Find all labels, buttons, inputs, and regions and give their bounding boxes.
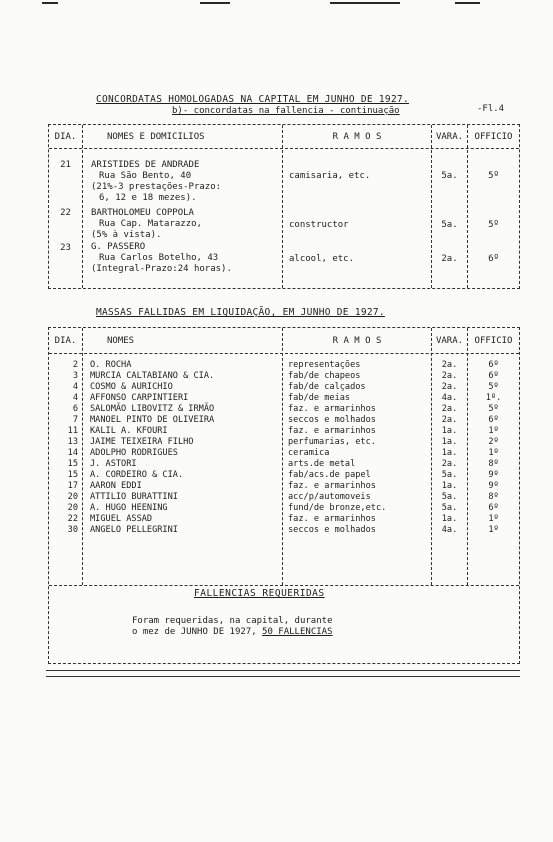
section3-title: FALLENCIAS REQUERIDAS (194, 588, 325, 599)
section2-title: MASSAS FALLIDAS EM LIQUIDAÇÃO, EM JUNHO DE 1927. (96, 307, 385, 318)
table-row: 13 JAIME TEIXEIRA FILHO perfumarias, etc. 1a. 2º (67, 437, 499, 447)
table-row: 20 A. HUGO HEENING fund/de bronze,etc. 5a. 6º (67, 503, 499, 513)
row-dia: 22 (60, 208, 71, 218)
table-row: 15 J. ASTORI arts.de metal 2a. 8º (67, 459, 499, 469)
row-nome: ARISTIDES DE ANDRADE (91, 160, 200, 170)
row-address: Rua Cap. Matarazzo, (99, 219, 202, 229)
row-dia: 21 (60, 160, 71, 170)
bottom-rule (46, 676, 520, 677)
section1-subtitle: b)- concordatas na fallencia - continuação (172, 106, 400, 116)
table-row: 6 SALOMÃO LIBOVITZ & IRMÃO faz. e armarinhos 2a. 5º (72, 404, 499, 414)
table-row: 4 COSMO & AURICHIO fab/de calçados 2a. 5º (72, 382, 499, 392)
scan-mark (200, 2, 230, 4)
table-row: 2 O. ROCHA representações 2a. 6º (72, 360, 499, 370)
row-ramo: alcool, etc. (289, 254, 355, 264)
column-divider (282, 125, 283, 288)
row-terms: (Integral-Prazo:24 horas). (91, 264, 232, 274)
table-row: 20 ATTILIO BURATTINI acc/p/automoveis 5a. 8º (67, 492, 499, 502)
row-dia: 23 (60, 243, 71, 253)
header-dia: DIA. (54, 336, 77, 346)
row-nome: G. PASSERO (91, 242, 146, 252)
row-terms: 6, 12 e 18 mezes). (99, 193, 197, 203)
massas-fallidas-table (48, 327, 520, 664)
row-address: Rua Carlos Botelho, 43 (99, 253, 219, 263)
table-row: 11 KALIL A. KFOURI faz. e armarinhos 1a. 1º (67, 426, 499, 436)
table-row: 14 ADOLPHO RODRIGUES ceramica 1a. 1º (67, 448, 499, 458)
header-nomes: NOMES (107, 336, 135, 346)
row-officio: 5º (488, 171, 499, 181)
section3-line1: Foram requeridas, na capital, durante (132, 616, 333, 626)
header-vara: VARA. (435, 336, 464, 346)
scan-mark (455, 2, 480, 4)
row-vara: 2a. (441, 254, 458, 264)
header-vara: VARA. (435, 132, 464, 142)
header-dia: DIA. (54, 132, 77, 142)
table-row: 17 AARON EDDI faz. e armarinhos 1a. 9º (67, 481, 499, 491)
section1-title: CONCORDATAS HOMOLOGADAS NA CAPITAL EM JUNHO DE 1927. (96, 94, 410, 105)
row-terms: (5% à vista). (91, 230, 162, 240)
table-row: 4 AFFONSO CARPINTIERI fab/de meias 4a. 1º. (72, 393, 502, 403)
row-vara: 5a. (441, 220, 458, 230)
table-row: 7 MANOEL PINTO DE OLIVEIRA seccos e molhados 2a. 6º (72, 415, 499, 425)
bottom-rule (46, 670, 520, 671)
header-nomes: NOMES E DOMICILIOS (107, 132, 205, 142)
header-officio: OFFICIO (474, 132, 513, 142)
row-vara: 5a. (441, 171, 458, 181)
row-officio: 6º (488, 254, 499, 264)
column-divider (82, 125, 83, 288)
header-divider (49, 353, 519, 354)
section-divider (49, 585, 519, 586)
section3-line2-prefix: o mez de JUNHO DE 1927, (132, 627, 257, 637)
row-ramo: camisaria, etc. (289, 171, 371, 181)
row-terms: (21%-3 prestações-Prazo: (91, 182, 222, 192)
header-officio: OFFICIO (474, 336, 513, 346)
row-nome: BARTHOLOMEU COPPOLA (91, 208, 194, 218)
scan-mark (330, 2, 400, 4)
rows-container (49, 360, 519, 584)
table-row: 22 MIGUEL ASSAD faz. e armarinhos 1a. 1º (67, 514, 499, 524)
row-ramo: constructor (289, 220, 349, 230)
row-officio: 5º (488, 220, 499, 230)
header-ramos: R A M O S (332, 336, 382, 346)
table-row: 15 A. CORDEIRO & CIA. fab/acs.de papel 5a. 9º (67, 470, 499, 480)
section3-line2 (132, 626, 333, 638)
table-row: 30 ANGELO PELLEGRINI seccos e molhados 4a. 1º (67, 525, 499, 535)
table-row: 3 MURCIA CALTABIANO & CIA. fab/de chapeos 2a. 6º (72, 371, 499, 381)
total-fallencias: 50 FALLENCIAS (262, 627, 333, 637)
concordatas-table (48, 124, 520, 289)
scan-mark (42, 2, 58, 4)
header-ramos: R A M O S (332, 132, 382, 142)
page-reference: -Fl.4 (477, 104, 505, 114)
row-address: Rua São Bento, 40 (99, 171, 192, 181)
header-divider (49, 148, 519, 149)
